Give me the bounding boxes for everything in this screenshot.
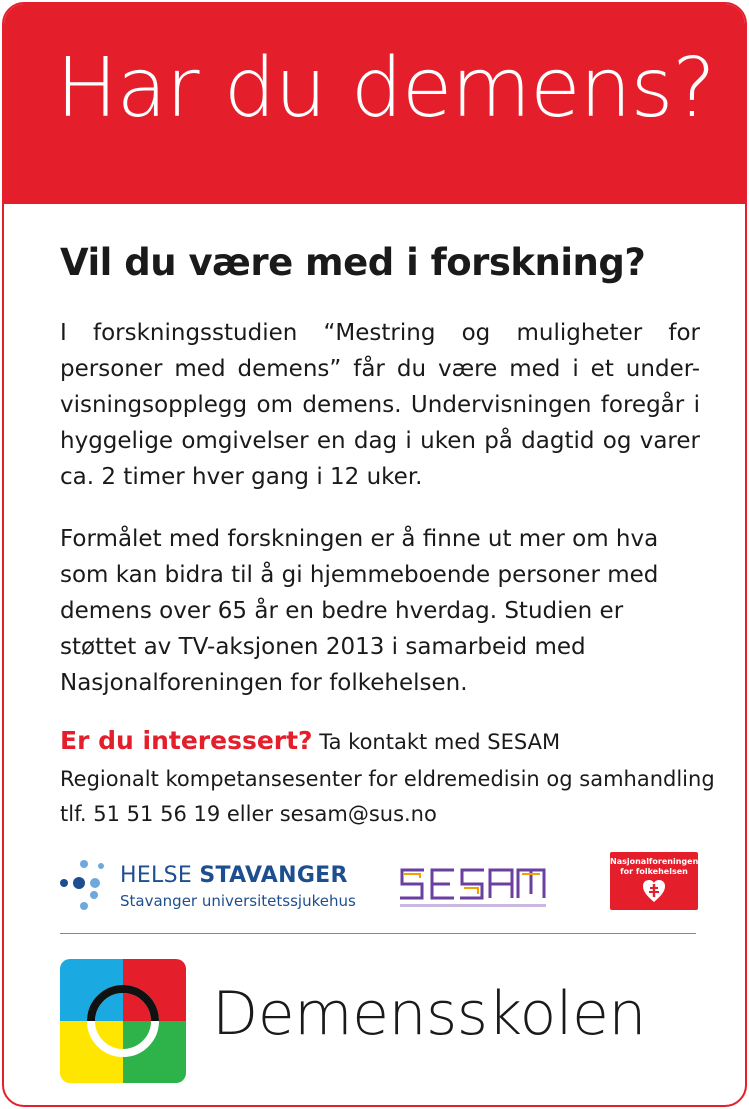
nasjonalforeningen-name: Nasjonalforeningen for folkehelsen: [610, 857, 699, 876]
contact-organization: Regionalt kompetansesenter for eldremedisin og samhandling: [60, 767, 715, 791]
nasjonalforeningen-logo: [610, 852, 698, 910]
helse-stavanger-dots-icon: [60, 860, 110, 914]
page-title: Har du demens?: [56, 41, 715, 136]
demensskolen-name: Demensskolen: [212, 979, 646, 1049]
sesam-logo: [398, 864, 548, 910]
flyer-card: [2, 2, 747, 1107]
contact-details: tlf. 51 51 56 19 eller sesam@sus.no: [60, 802, 437, 826]
heart-cross-icon: [642, 878, 666, 904]
title-banner: [4, 4, 745, 204]
sesam-wordmark-icon: [398, 864, 548, 910]
helse-stavanger-subtitle: Stavanger universitetssjukehus: [120, 892, 356, 910]
purpose-paragraph: Formålet med forskningen er å finne ut mer om hva som kan bidra til å gi hjemmeboende personer med demens over 65 år en bedre hverdag. Studien er støttet av TV-aksjonen 2013 i samarbeid med Nasjonalforeningen for folkehelsen.: [60, 526, 659, 696]
helse-stavanger-name: HELSE STAVANGER: [120, 863, 348, 888]
contact-prompt: [60, 723, 710, 760]
intro-paragraph: I forskningsstudien “Mestring og muligheter for personer med demens” får du være med i et under-visningsopplegg om demens. Undervisningen foregår i hyggelige omgivelser en dag i uken på dagtid og varer ca. 2 timer hver gang i 12 uker.: [60, 320, 700, 490]
demensskolen-logo-icon: [60, 959, 186, 1083]
interest-question: Er du interessert?: [60, 726, 313, 755]
contact-action: Ta kontakt med SESAM: [319, 730, 561, 754]
divider: [60, 933, 696, 934]
section-heading: Vil du være med i forskning?: [60, 241, 646, 284]
helse-stavanger-logo: [60, 860, 360, 914]
